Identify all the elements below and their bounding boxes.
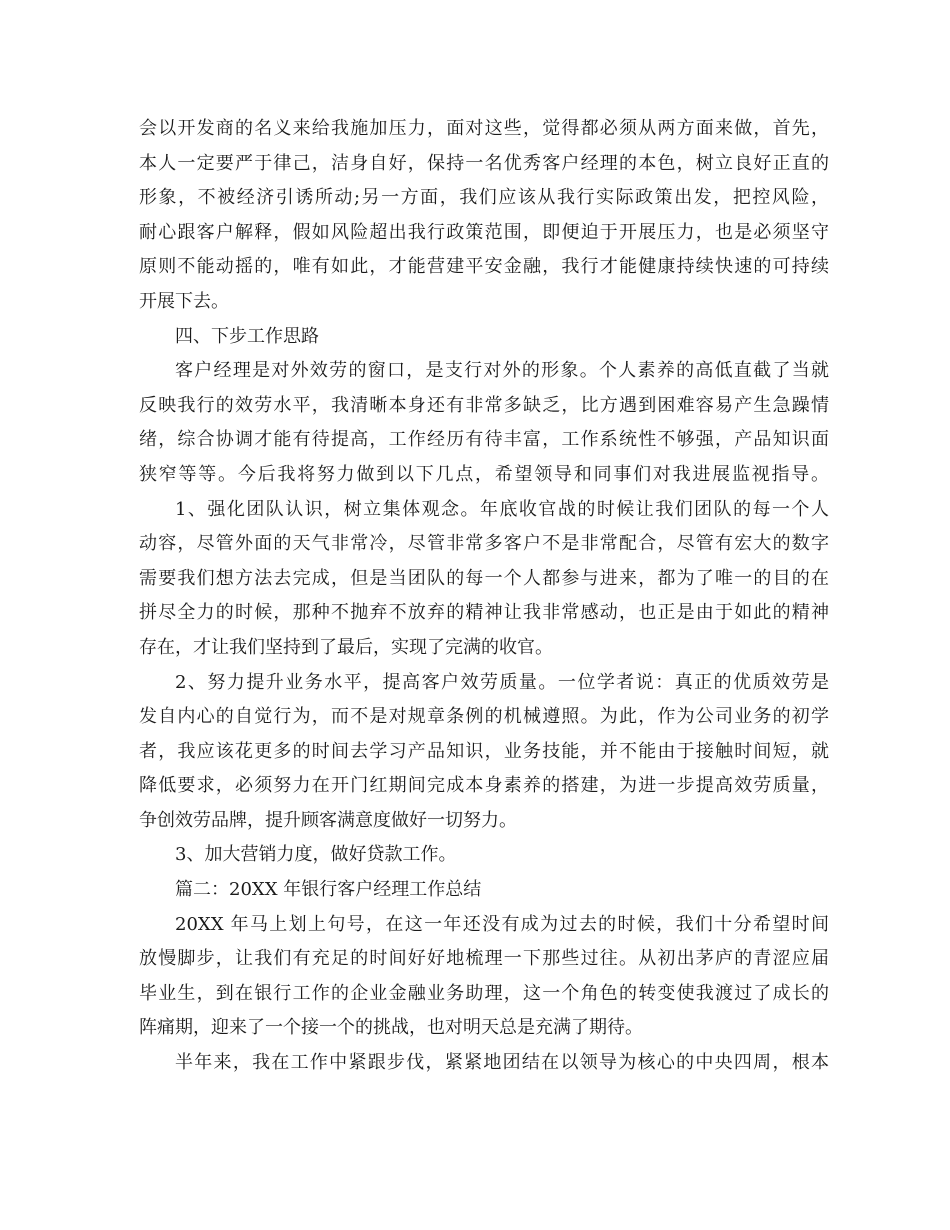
text-line: 需要我们想方法去完成，但是当团队的每一个人都参与进来，都为了唯一的目的在 [139,567,829,589]
document-body [139,112,829,1081]
text-line: 争创效劳品牌，提升顾客满意度做好一切努力。 [139,809,517,831]
text-line: 形象，不被经济引诱所动;另一方面，我们应该从我行实际政策出发，把控风险， [139,187,829,209]
text-line: 半年来，我在工作中紧跟步伐，紧紧地团结在以领导为核心的中央四周，根本 [175,1052,829,1074]
text-line: 绪，综合协调才能有待提高，工作经历有待丰富，工作系统性不够强，产品知识面 [139,429,829,451]
text-line: 动容，尽管外面的天气非常冷，尽管非常多客户不是非常配合，尽管有宏大的数字 [139,533,829,555]
text-line: 拼尽全力的时候，那种不抛弃不放弃的精神让我非常感动，也正是由于如此的精神 [139,602,829,624]
text-line: 原则不能动摇的，唯有如此，才能营建平安金融，我行才能健康持续快速的可持续 [139,256,829,278]
text-line: 篇二：20XX 年银行客户经理工作总结 [175,879,482,901]
text-line: 狭窄等等。今后我将努力做到以下几点，希望领导和同事们对我进展监视指导。 [139,463,829,485]
text-line: 2、努力提升业务水平，提高客户效劳质量。一位学者说：真正的优质效劳是 [175,671,829,693]
text-line: 存在，才让我们坚持到了最后，实现了完满的收官。 [139,636,553,658]
text-line: 降低要求，必须努力在开门红期间完成本身素养的搭建，为进一步提高效劳质量， [139,775,829,797]
text-line: 3、加大营销力度，做好贷款工作。 [175,844,457,866]
text-line: 耐心跟客户解释，假如风险超出我行政策范围，即便迫于开展压力，也是必须坚守 [139,221,829,243]
text-line: 发自内心的自觉行为，而不是对规章条例的机械遵照。为此，作为公司业务的初学 [139,706,829,728]
text-line: 毕业生，到在银行工作的企业金融业务助理，这一个角色的转变使我渡过了成长的 [139,982,829,1004]
text-line: 反映我行的效劳水平，我清晰本身还有非常多缺乏，比方遇到困难容易产生急躁情 [139,394,829,416]
text-line: 四、下步工作思路 [175,325,319,347]
text-line: 开展下去。 [139,290,229,312]
text-line: 20XX 年马上划上句号，在这一年还没有成为过去的时候，我们十分希望时间 [175,913,829,935]
text-line: 放慢脚步，让我们有充足的时间好好地梳理一下那些过往。从初出茅庐的青涩应届 [139,948,829,970]
text-line: 阵痛期，迎来了一个接一个的挑战，也对明天总是充满了期待。 [139,1017,643,1039]
text-line: 本人一定要严于律己，洁身自好，保持一名优秀客户经理的本色，树立良好正直的 [139,152,829,174]
text-line: 者，我应该花更多的时间去学习产品知识，业务技能，并不能由于接触时间短，就 [139,740,829,762]
text-line: 客户经理是对外效劳的窗口，是支行对外的形象。个人素养的高低直截了当就 [175,360,829,382]
text-line: 1、强化团队认识，树立集体观念。年底收官战的时候让我们团队的每一个人 [175,498,829,520]
text-line: 会以开发商的名义来给我施加压力，面对这些，觉得都必须从两方面来做，首先， [139,118,829,139]
